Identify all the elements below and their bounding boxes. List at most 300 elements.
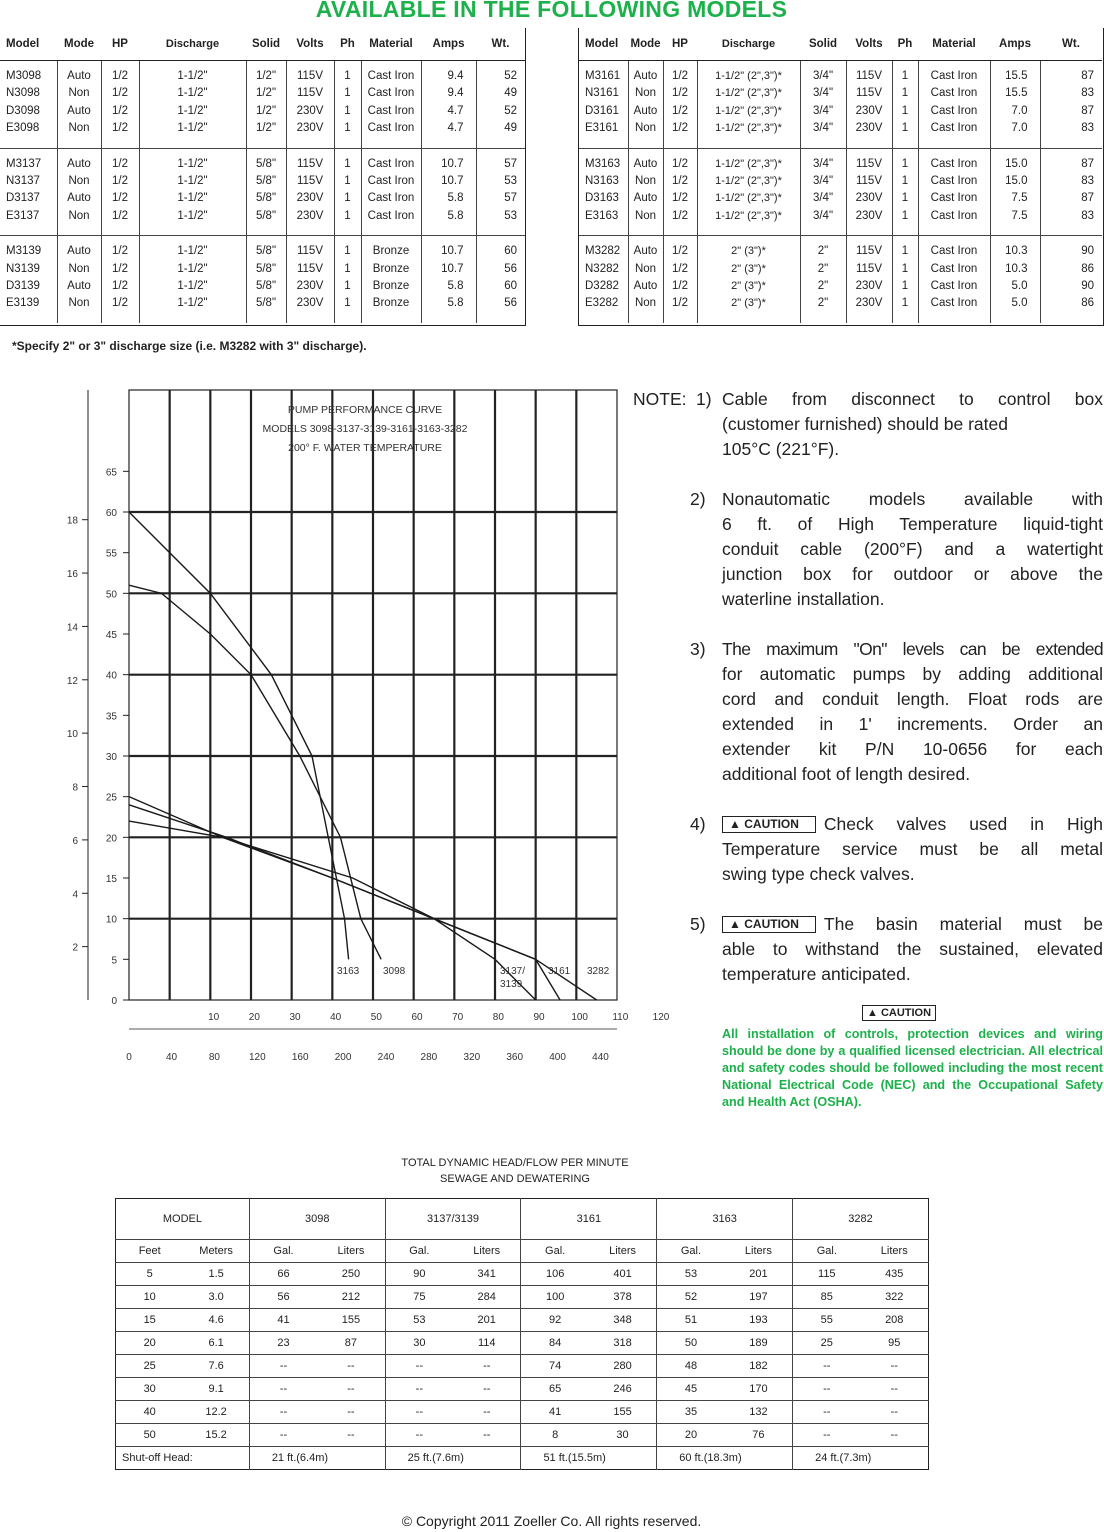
cell-value: 1/2 (112, 122, 128, 135)
flow-cell: 401 (589, 1263, 657, 1286)
cell-value: 230V (296, 104, 324, 117)
flow-cell: 132 (725, 1401, 793, 1424)
cell-value: 1-1/2" (177, 262, 208, 275)
flow-cell: 155 (317, 1309, 385, 1332)
cell-value: Cast Iron (367, 192, 415, 205)
shutoff-value: 60 ft.(18.3m) (657, 1447, 793, 1470)
cell-value: 1-1/2" (177, 245, 208, 258)
y-feet-tick-label: 30 (105, 752, 117, 763)
flow-cell: 25 (116, 1355, 184, 1378)
column-header-ph: Ph (334, 28, 361, 61)
cell-value: M3139 (6, 245, 42, 258)
flow-cell: 10 (116, 1286, 184, 1309)
cell-ph (334, 61, 361, 149)
cell-value: 1 (901, 297, 909, 310)
note-5-line: temperature anticipated. (722, 964, 911, 984)
cell-value: 115V (855, 87, 882, 100)
note-1-number: 1) (696, 389, 712, 409)
cell-amps (421, 236, 476, 323)
y-meters-tick-label: 10 (66, 729, 78, 741)
cell-value: 1/2 (112, 175, 128, 188)
cell-value: 1/2" (255, 104, 277, 117)
cell-value: 115V (296, 245, 323, 258)
shutoff-value: 51 ft.(15.5m) (521, 1447, 657, 1470)
note-4-line: Temperature service must be all metal (722, 839, 1103, 859)
cell-value: Auto (67, 245, 91, 258)
subheader: Gal. (249, 1240, 317, 1263)
x-liters-tick-label: 280 (420, 1052, 438, 1063)
curve-label: 3098 (383, 966, 406, 977)
flow-cell: -- (385, 1424, 453, 1447)
cell-value: M3282 (585, 245, 621, 258)
flow-cell: 50 (116, 1424, 184, 1447)
column-header-amps: Amps (421, 28, 476, 61)
flow-cell: 84 (521, 1332, 589, 1355)
caution-badge (722, 816, 816, 833)
cell-amps (421, 148, 476, 236)
flow-cell: 20 (116, 1332, 184, 1355)
flow-cell: -- (385, 1401, 453, 1424)
cell-value: 1/2 (672, 175, 688, 188)
cell-ph (892, 148, 918, 236)
cell-value: Cast Iron (930, 192, 978, 205)
flow-cell: 41 (249, 1309, 317, 1332)
flow-cell: 15 (116, 1309, 184, 1332)
column-header-material: Material (361, 28, 421, 61)
note-5-line: able to withstand the sustained, elevated (722, 939, 1103, 959)
cell-value: Non (634, 209, 657, 222)
cell-value: E3282 (585, 297, 619, 310)
flow-cell: 170 (725, 1378, 793, 1401)
cell-value: 1 (344, 87, 351, 100)
curve-label: 3282 (587, 966, 610, 977)
note-3-line: for automatic pumps by adding additional (722, 664, 1103, 684)
flow-cell: -- (793, 1401, 861, 1424)
cell-hp (663, 61, 697, 149)
flow-cell: 45 (657, 1378, 725, 1401)
cell-value: 1-1/2" (177, 104, 208, 117)
cell-value: 2" (817, 280, 829, 293)
cell-value: 1/2 (672, 122, 688, 135)
cell-value: 1/2" (255, 70, 277, 82)
cell-discharge (697, 148, 800, 236)
cell-value: Cast Iron (367, 209, 415, 222)
cell-value: Cast Iron (367, 175, 415, 188)
cell-discharge (139, 61, 246, 149)
x-liters-tick-label: 80 (208, 1052, 220, 1063)
models-table-left (0, 28, 525, 323)
cell-hp (663, 236, 697, 323)
cell-value: 15.5 (1005, 87, 1028, 100)
flow-cell: 65 (521, 1378, 589, 1401)
y-meters-tick-label: 12 (66, 675, 78, 687)
shutoff-label: Shut-off Head: (116, 1447, 250, 1470)
shutoff-value: 21 ft.(6.4m) (249, 1447, 385, 1470)
note-2-line: Nonautomatic models available with (722, 489, 1103, 509)
cell-mode (57, 236, 101, 323)
x-gallons-tick-label: 30 (289, 1012, 301, 1023)
cell-value: 230V (296, 192, 324, 205)
flow-cell: -- (317, 1424, 385, 1447)
flow-cell: -- (249, 1355, 317, 1378)
flow-cell: 435 (861, 1263, 929, 1286)
subheader: Liters (453, 1240, 521, 1263)
flow-cell: 115 (793, 1263, 861, 1286)
cell-value: Auto (67, 280, 91, 293)
cell-mode (57, 61, 101, 149)
cell-value: 3/4" (812, 70, 834, 82)
model-group-row (579, 61, 1102, 149)
note-1 (722, 387, 1103, 462)
shutoff-value: 24 ft.(7.3m) (815, 1452, 872, 1464)
cell-value: 1 (344, 209, 351, 222)
cell-value: E3161 (585, 122, 619, 135)
flow-cell: 212 (317, 1286, 385, 1309)
cell-value: 56 (504, 262, 517, 275)
cell-value: 49 (504, 87, 517, 100)
cell-value: 1-1/2" (2",3")* (715, 209, 782, 222)
cell-solid (246, 148, 286, 236)
x-gallons-tick-label: 110 (612, 1012, 629, 1023)
curve-label: 3163 (337, 966, 360, 977)
cell-value: 115V (855, 262, 882, 275)
flow-table-title-line: TOTAL DYNAMIC HEAD/FLOW PER MINUTE (401, 1157, 629, 1169)
cell-value: 7.5 (1011, 209, 1028, 222)
cell-value: 2" (817, 297, 829, 310)
cell-value: 5/8" (255, 175, 277, 188)
cell-amps (990, 236, 1040, 323)
cell-value: 10.7 (441, 175, 464, 188)
cell-value: 230V (855, 297, 883, 310)
cell-value: 57 (504, 192, 517, 205)
flow-cell: -- (861, 1355, 929, 1378)
flow-row (116, 1355, 929, 1378)
y-feet-tick-label: 35 (105, 711, 117, 723)
cell-value: Auto (633, 157, 658, 170)
flow-cell: 3.0 (183, 1286, 249, 1309)
subheader: Gal. (385, 1240, 453, 1263)
cell-value: M3161 (585, 70, 621, 82)
cell-value: 2" (3")* (731, 245, 766, 258)
flow-cell: -- (249, 1401, 317, 1424)
cell-value: 15.0 (1005, 157, 1028, 170)
x-gallons-tick-label: 70 (452, 1012, 464, 1023)
cell-value: 1/2 (112, 245, 128, 258)
cell-value: Cast Iron (930, 104, 978, 117)
cell-value: Cast Iron (930, 175, 978, 188)
note-3-number: 3) (690, 639, 706, 659)
cell-value: 5/8" (255, 209, 277, 222)
model-name: 3098 (249, 1199, 385, 1240)
cell-amps (421, 61, 476, 149)
cell-value: 3/4" (812, 157, 834, 170)
cell-value: Cast Iron (930, 280, 978, 293)
column-header-solid: Solid (246, 28, 286, 61)
cell-value: 230V (855, 280, 883, 293)
column-header-discharge: Discharge (139, 28, 246, 61)
cell-value: 1/2" (255, 87, 277, 100)
y-meters-tick-label: 16 (66, 569, 78, 581)
note-2 (722, 487, 1103, 612)
flow-cell: 50 (657, 1332, 725, 1355)
flow-cell: 87 (317, 1332, 385, 1355)
note-2-line: 6 ft. of High Temperature liquid-tight (722, 514, 1103, 534)
note-2-line: conduit cable (200°F) and a watertight (722, 539, 1103, 559)
flow-cell: 8 (521, 1424, 589, 1447)
y-feet-tick-label: 60 (105, 508, 117, 519)
caution-label: CAUTION (744, 917, 799, 931)
cell-value: Cast Iron (930, 70, 978, 82)
cell-value: 4.7 (447, 104, 464, 117)
cell-ph (334, 148, 361, 236)
cell-value: 83 (1081, 87, 1094, 100)
cell-value: 5/8" (255, 245, 277, 258)
column-header-mode: Mode (57, 28, 101, 61)
cell-value: 15.0 (1005, 175, 1028, 188)
cell-amps (990, 61, 1040, 149)
chart-title-line: 200° F. WATER TEMPERATURE (288, 442, 442, 454)
flow-cell: 201 (725, 1263, 793, 1286)
column-header-wt: Wt. (476, 28, 525, 61)
cell-model (579, 236, 628, 323)
cell-value: 52 (504, 104, 517, 117)
cell-volts (846, 148, 892, 236)
cell-value: 1-1/2" (2",3")* (715, 192, 782, 205)
cell-discharge (697, 236, 800, 323)
x-liters-tick-label: 320 (463, 1052, 481, 1063)
flow-row (116, 1286, 929, 1309)
x-gallons-tick-label: 80 (492, 1012, 504, 1023)
cell-value: 1/2 (672, 297, 688, 310)
cell-value: 1 (344, 245, 351, 258)
cell-value: 5/8" (255, 192, 277, 205)
cell-solid (800, 236, 846, 323)
flow-cell: 23 (249, 1332, 317, 1355)
cell-value: N3098 (6, 87, 40, 100)
flow-cell: 53 (385, 1309, 453, 1332)
cell-value: 230V (296, 280, 324, 293)
cell-value: E3139 (6, 297, 40, 310)
cell-discharge (697, 61, 800, 149)
cell-value: Bronze (372, 297, 410, 310)
cell-value: 230V (855, 209, 883, 222)
cell-value: 1 (901, 70, 909, 82)
note-1-line: (customer furnished) should be rated (722, 414, 1008, 434)
cell-value: 1-1/2" (177, 175, 208, 188)
cell-value: 1 (344, 192, 351, 205)
cell-value: 9.4 (447, 70, 464, 82)
y-feet-tick-label: 0 (111, 996, 117, 1007)
curve-3098 (129, 585, 381, 959)
y-feet-tick-label: 15 (105, 874, 117, 885)
cell-value: 56 (504, 297, 517, 310)
model-group-row (579, 148, 1102, 236)
cell-value: 2" (817, 245, 829, 258)
cell-value: 87 (1081, 192, 1094, 205)
flow-cell: 208 (861, 1309, 929, 1332)
cell-value: M3163 (585, 157, 621, 170)
y-feet-tick-label: 5 (111, 955, 117, 967)
cell-value: 1/2 (112, 262, 128, 275)
flow-cell: -- (861, 1378, 929, 1401)
flow-cell: -- (861, 1424, 929, 1447)
flow-cell: 341 (453, 1263, 521, 1286)
cell-value: 87 (1081, 70, 1094, 82)
flow-cell: 30 (589, 1424, 657, 1447)
cell-value: Bronze (372, 245, 410, 258)
y-meters-tick-label: 8 (72, 782, 78, 794)
cell-value: 1/2" (255, 122, 277, 135)
cell-volts (846, 61, 892, 149)
flow-cell: -- (453, 1424, 521, 1447)
cell-value: Non (68, 297, 90, 310)
cell-value: 5/8" (255, 262, 277, 275)
note-1-line: Cable from disconnect to control box (722, 389, 1103, 409)
flow-cell: 182 (725, 1355, 793, 1378)
cell-value: 1/2 (672, 209, 688, 222)
note-3-line: cord and conduit length. Float rods are (722, 689, 1103, 709)
cell-value: M3098 (6, 70, 42, 82)
column-header-amps: Amps (990, 28, 1040, 61)
cell-value: 90 (1081, 280, 1094, 293)
electrical-safety-notice: All installation of controls, protection devices and wiring should be done by a qualified licensed electrician. All electrical and safety codes should be followed including the most recent National Electrical Code (NEC) and the Occupational Safety and Health Act (OSHA). (722, 1027, 1103, 1109)
cell-hp (101, 148, 139, 236)
cell-value: Auto (633, 192, 658, 205)
x-liters-tick-label: 200 (334, 1052, 352, 1063)
cell-value: 115V (855, 157, 882, 170)
curve-3282 (129, 821, 597, 1000)
y-feet-tick-label: 45 (105, 630, 117, 641)
cell-solid (246, 236, 286, 323)
cell-value: 1-1/2" (177, 122, 208, 135)
cell-value: 7.5 (1011, 192, 1028, 205)
model-name: 3282 (793, 1199, 929, 1240)
y-meters-tick-label: 4 (72, 889, 78, 901)
cell-value: 1-1/2" (2",3")* (715, 122, 782, 135)
cell-value: 1/2 (112, 70, 128, 82)
cell-value: N3139 (6, 262, 40, 275)
cell-value: 1 (901, 175, 909, 188)
cell-value: 5/8" (255, 280, 277, 293)
y-feet-tick-label: 20 (105, 833, 117, 845)
cell-value: 1 (901, 87, 909, 100)
warning-triangle-icon: ▲ (729, 917, 741, 931)
flow-cell: 30 (385, 1332, 453, 1355)
model-group-row (579, 236, 1102, 323)
cell-value: 1-1/2" (177, 157, 208, 170)
note-1-line: 105°C (221°F). (722, 439, 840, 459)
flow-cell: 193 (725, 1309, 793, 1332)
y-meters-tick-label: 18 (66, 515, 78, 527)
note-3-line: The maximum "On" levels can be extended (722, 639, 1103, 659)
cell-value: Cast Iron (930, 157, 978, 170)
cell-value: 1-1/2" (2",3")* (715, 104, 782, 117)
note-5-number: 5) (690, 914, 706, 934)
flow-cell: 100 (521, 1286, 589, 1309)
cell-value: 87 (1081, 157, 1094, 170)
cell-value: Cast Iron (367, 122, 415, 135)
flow-cell: 75 (385, 1286, 453, 1309)
cell-value: 1 (344, 157, 351, 170)
x-gallons-tick-label: 100 (571, 1012, 589, 1023)
cell-material (361, 236, 421, 323)
cell-value: Auto (67, 104, 91, 117)
cell-value: N3137 (6, 175, 40, 188)
cell-value: 1 (344, 262, 351, 275)
cell-wt (1040, 236, 1102, 323)
cell-value: 1 (901, 280, 909, 293)
cell-volts (846, 236, 892, 323)
flow-cell: 52 (657, 1286, 725, 1309)
flow-cell: 90 (385, 1263, 453, 1286)
cell-value: Non (634, 87, 657, 100)
cell-value: 83 (1081, 175, 1094, 188)
cell-value: Cast Iron (367, 70, 415, 82)
cell-wt (476, 236, 525, 323)
note-2-line: junction box for outdoor or above the (722, 564, 1103, 584)
flow-cell: 322 (861, 1286, 929, 1309)
cell-value: 115V (296, 175, 323, 188)
flow-cell: -- (385, 1355, 453, 1378)
cell-value: 1 (344, 280, 351, 293)
flow-cell: -- (249, 1424, 317, 1447)
cell-value: 1/2 (112, 87, 128, 100)
cell-mode (628, 61, 663, 149)
flow-cell: 53 (657, 1263, 725, 1286)
cell-value: 230V (855, 192, 883, 205)
cell-volts (286, 236, 334, 323)
y-feet-tick-label: 40 (105, 670, 117, 682)
cell-value: 3/4" (812, 209, 834, 222)
cell-value: Auto (67, 192, 91, 205)
cell-value: 90 (1081, 245, 1094, 258)
cell-value: 3/4" (812, 87, 834, 100)
cell-value: 1/2 (672, 280, 688, 293)
flow-row (116, 1378, 929, 1401)
flow-cell: 30 (116, 1378, 184, 1401)
cell-value: 83 (1081, 122, 1094, 135)
cell-value: Cast Iron (930, 262, 978, 275)
model-name: 3163 (657, 1199, 793, 1240)
curve-label: 3139 (500, 979, 523, 990)
flow-cell: 5 (116, 1263, 184, 1286)
cell-value: 5/8" (255, 157, 277, 170)
curve-label: 3161 (548, 966, 571, 977)
note-4-line: Check valves used in High (823, 814, 1103, 834)
cell-value: 1 (344, 104, 351, 117)
cell-value: Cast Iron (367, 87, 415, 100)
model-label: MODEL (116, 1199, 250, 1240)
y-meters-tick-label: 14 (66, 622, 78, 634)
chart-title-line: MODELS 3098-3137-3139-3161-3163-3282 (262, 423, 468, 435)
cell-value: 10.7 (441, 157, 464, 170)
flow-cell: 76 (725, 1424, 793, 1447)
cell-value: 1/2 (112, 297, 128, 310)
flow-cell: 106 (521, 1263, 589, 1286)
cell-value: 2" (817, 262, 829, 275)
cell-value: 1-1/2" (2",3")* (715, 157, 782, 170)
cell-value: 115V (855, 70, 882, 82)
cell-value: 1/2 (672, 262, 688, 275)
copyright: © Copyright 2011 Zoeller Co. All rights reserved. (401, 1513, 702, 1529)
cell-value: 1 (344, 70, 351, 82)
cell-material (918, 61, 990, 149)
column-header-material: Material (918, 28, 990, 61)
model-name: 3137/3139 (385, 1199, 521, 1240)
note-2-number: 2) (690, 489, 706, 509)
cell-value: D3161 (585, 104, 619, 117)
cell-value: 230V (296, 122, 324, 135)
